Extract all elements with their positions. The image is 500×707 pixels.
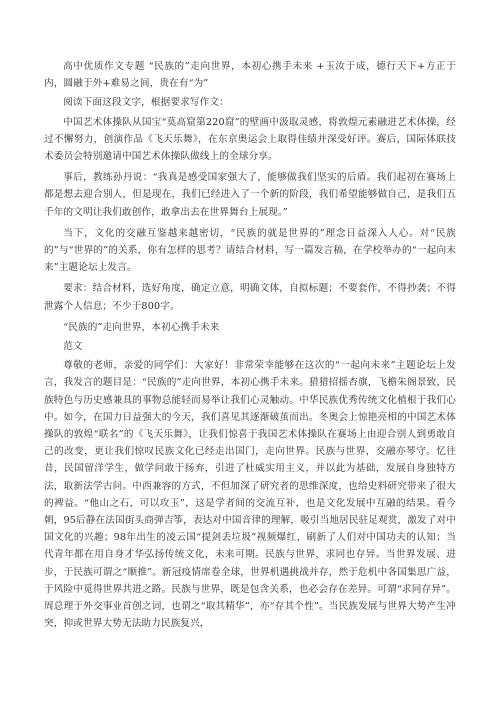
essay-title: “民族的”走向世界，本初心携手未来 <box>63 321 220 333</box>
material-paragraph-3: 当下，文化的交融互鉴越来越密切，“民族的就是世界的”理念日益深入人心。对“民族的”与“世界的”的关系，你有怎样的思考？请结合材料，写一篇发言稿，在学校举办的“一起向未来”主题论坛上发言。 <box>44 227 457 274</box>
material-paragraph-2: 事后，教练孙丹说：“我真是感受国家强大了，能够做我们坚实的后盾。我们起初在赛场上都是想去迎合别人，但是现在，我们已经进入了一个新的阶段，我们希望能够做自己，是我们五千年的文明让我们敢创作，敢拿出去在世界舞台上展现。” <box>44 172 456 218</box>
instruction-line: 阅读下面这段文字，根据要求写作文： <box>63 97 229 109</box>
essay-body: 尊敬的老师，亲爱的同学们：大家好！非常荣幸能够在这次的“一起向未来”主题论坛上发言，我发言的题目是：“民族的”走向世界，本初心携手未来。猎猎招摇杏旗，飞檐朱阁景致，民族特色与历史感兼具的事物总能轻而易举让我们心灵触动。中华民族优秀传统文化植根于我们心中。如今，在国力日益强大的今天，我们喜见其逐渐破茧而出。冬奥会上惊艳亮相的中国艺术体操队的敦煌“联名”的《飞天乐舞》，让我们惊喜于我国艺术体操队在赛场上由迎合别人到勇敢自己的改变，更让我们惊叹民族文化已经走出国门，走向世界。民族与世界，交融亦琴守。忆往昔，民国留洋学生，做学问敢于扬弃，引进了杜威实用主义，并以此为基础，发展自身独特方法，取新法学古问。中西兼容的方式，不但加深了研究者的思维深度，也给史料研究带来了很大的裨益。“他山之石，可以攻玉”，这是学者间的交流互补，也是文化发展中互融的结果。看今朝，95后静在法国街头商弹吉筝，表达对中国音律的理解，吸引当地居民驻足观赏，激发了对中国文化的兴趣；98年出生的凌云国“提剑丢垃圾”视频爆红，刷新了人们对中国功夫的认知；当代青年都在用自身才华弘扬传统文化，未来可期。民族与世界，求同也存异。当世界发展、进步，于民族可谓之“顺推”。新冠疫情席卷全球，世界机遇挑战并存，然于危机中各国集思广益，于风险中觅得世界共进之路。民族与世界，既是包含关系，也必会存在差异。可谓“求同存异”。周总理于外交事业首创之词，也谓之“取其精华”，亦“存其个性”。当民族发展与世界大势产生冲突，抑或世界大势无法助力民族复兴， <box>44 360 456 630</box>
topic-header: 高中优质作文专题 “民族的”走向世界，本初心携手未来 +玉汝于成，德行天下+方正于内，圆融于外+难易之间，贵在有“为” <box>44 61 456 90</box>
sample-label: 范文 <box>63 341 83 353</box>
requirements-paragraph: 要求：结合材料，选好角度，确定立意，明确文体，自拟标题；不要套作，不得抄袭；不得泄露个人信息；不少于800字。 <box>44 283 456 312</box>
material-paragraph-1: 中国艺术体操队从国宝“莫高窟第220窟”的壁画中汲取灵感，将敦煌元素融进艺术体操，经过不懈努力，创演作品《飞天乐舞》，在东京奥运会上取得佳绩并深受好评。赛后，国际体联技术委员会特别邀请中国艺术体操队做线上的全球分享。 <box>44 116 456 163</box>
